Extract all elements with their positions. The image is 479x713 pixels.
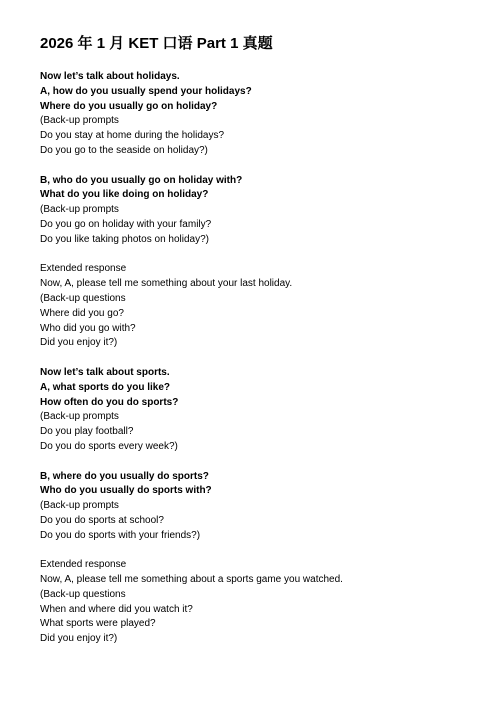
question-line: A, what sports do you like? (40, 381, 171, 393)
prompt-line: (Back-up questions (40, 588, 126, 600)
question-line: Now let’s talk about sports. (40, 366, 170, 378)
prompt-line: When and where did you watch it? (40, 603, 193, 615)
prompt-line: Did you enjoy it?) (40, 633, 118, 645)
question-line: B, where do you usually do sports? (40, 470, 209, 482)
prompt-line: Do you do sports with your friends?) (40, 529, 201, 541)
question-section (40, 366, 460, 455)
document-body (40, 70, 460, 647)
section-gap (40, 159, 460, 174)
question-section (40, 70, 460, 159)
section-gap (40, 455, 460, 470)
section-gap (40, 351, 460, 366)
prompt-line: Where did you go? (40, 307, 124, 319)
prompt-line: Do you do sports every week?) (40, 440, 178, 452)
prompt-line: Extended response (40, 559, 127, 571)
prompt-line: (Back-up prompts (40, 115, 119, 127)
question-section (40, 558, 460, 647)
prompt-line: Do you like taking photos on holiday?) (40, 233, 209, 245)
prompt-line: Do you go on holiday with your family? (40, 218, 212, 230)
question-line: B, who do you usually go on holiday with? (40, 174, 243, 186)
prompt-line: Now, A, please tell me something about a sports game you watched. (40, 574, 343, 586)
prompt-line: Did you enjoy it?) (40, 337, 118, 349)
question-line: A, how do you usually spend your holidays? (40, 85, 252, 97)
question-section (40, 262, 460, 351)
question-line: Who do you usually do sports with? (40, 485, 212, 497)
prompt-line: Do you stay at home during the holidays? (40, 130, 224, 142)
question-line: What do you like doing on holiday? (40, 189, 209, 201)
question-line: Where do you usually go on holiday? (40, 100, 218, 112)
prompt-line: Extended response (40, 263, 127, 275)
section-gap (40, 248, 460, 263)
question-section (40, 470, 460, 544)
question-line: How often do you do sports? (40, 396, 179, 408)
prompt-line: Do you play football? (40, 426, 134, 438)
question-line: Now let’s talk about holidays. (40, 71, 180, 82)
prompt-line: (Back-up prompts (40, 204, 119, 216)
prompt-line: (Back-up prompts (40, 500, 119, 512)
prompt-line: Do you go to the seaside on holiday?) (40, 144, 208, 156)
prompt-line: What sports were played? (40, 618, 156, 630)
page-title: 2026 年 1 月 KET 口语 Part 1 真题 (40, 35, 273, 52)
question-section (40, 174, 460, 248)
prompt-line: (Back-up prompts (40, 411, 119, 423)
prompt-line: Who did you go with? (40, 322, 136, 334)
prompt-line: Now, A, please tell me something about your last holiday. (40, 278, 293, 290)
section-gap (40, 544, 460, 559)
prompt-line: (Back-up questions (40, 292, 126, 304)
prompt-line: Do you do sports at school? (40, 514, 164, 526)
